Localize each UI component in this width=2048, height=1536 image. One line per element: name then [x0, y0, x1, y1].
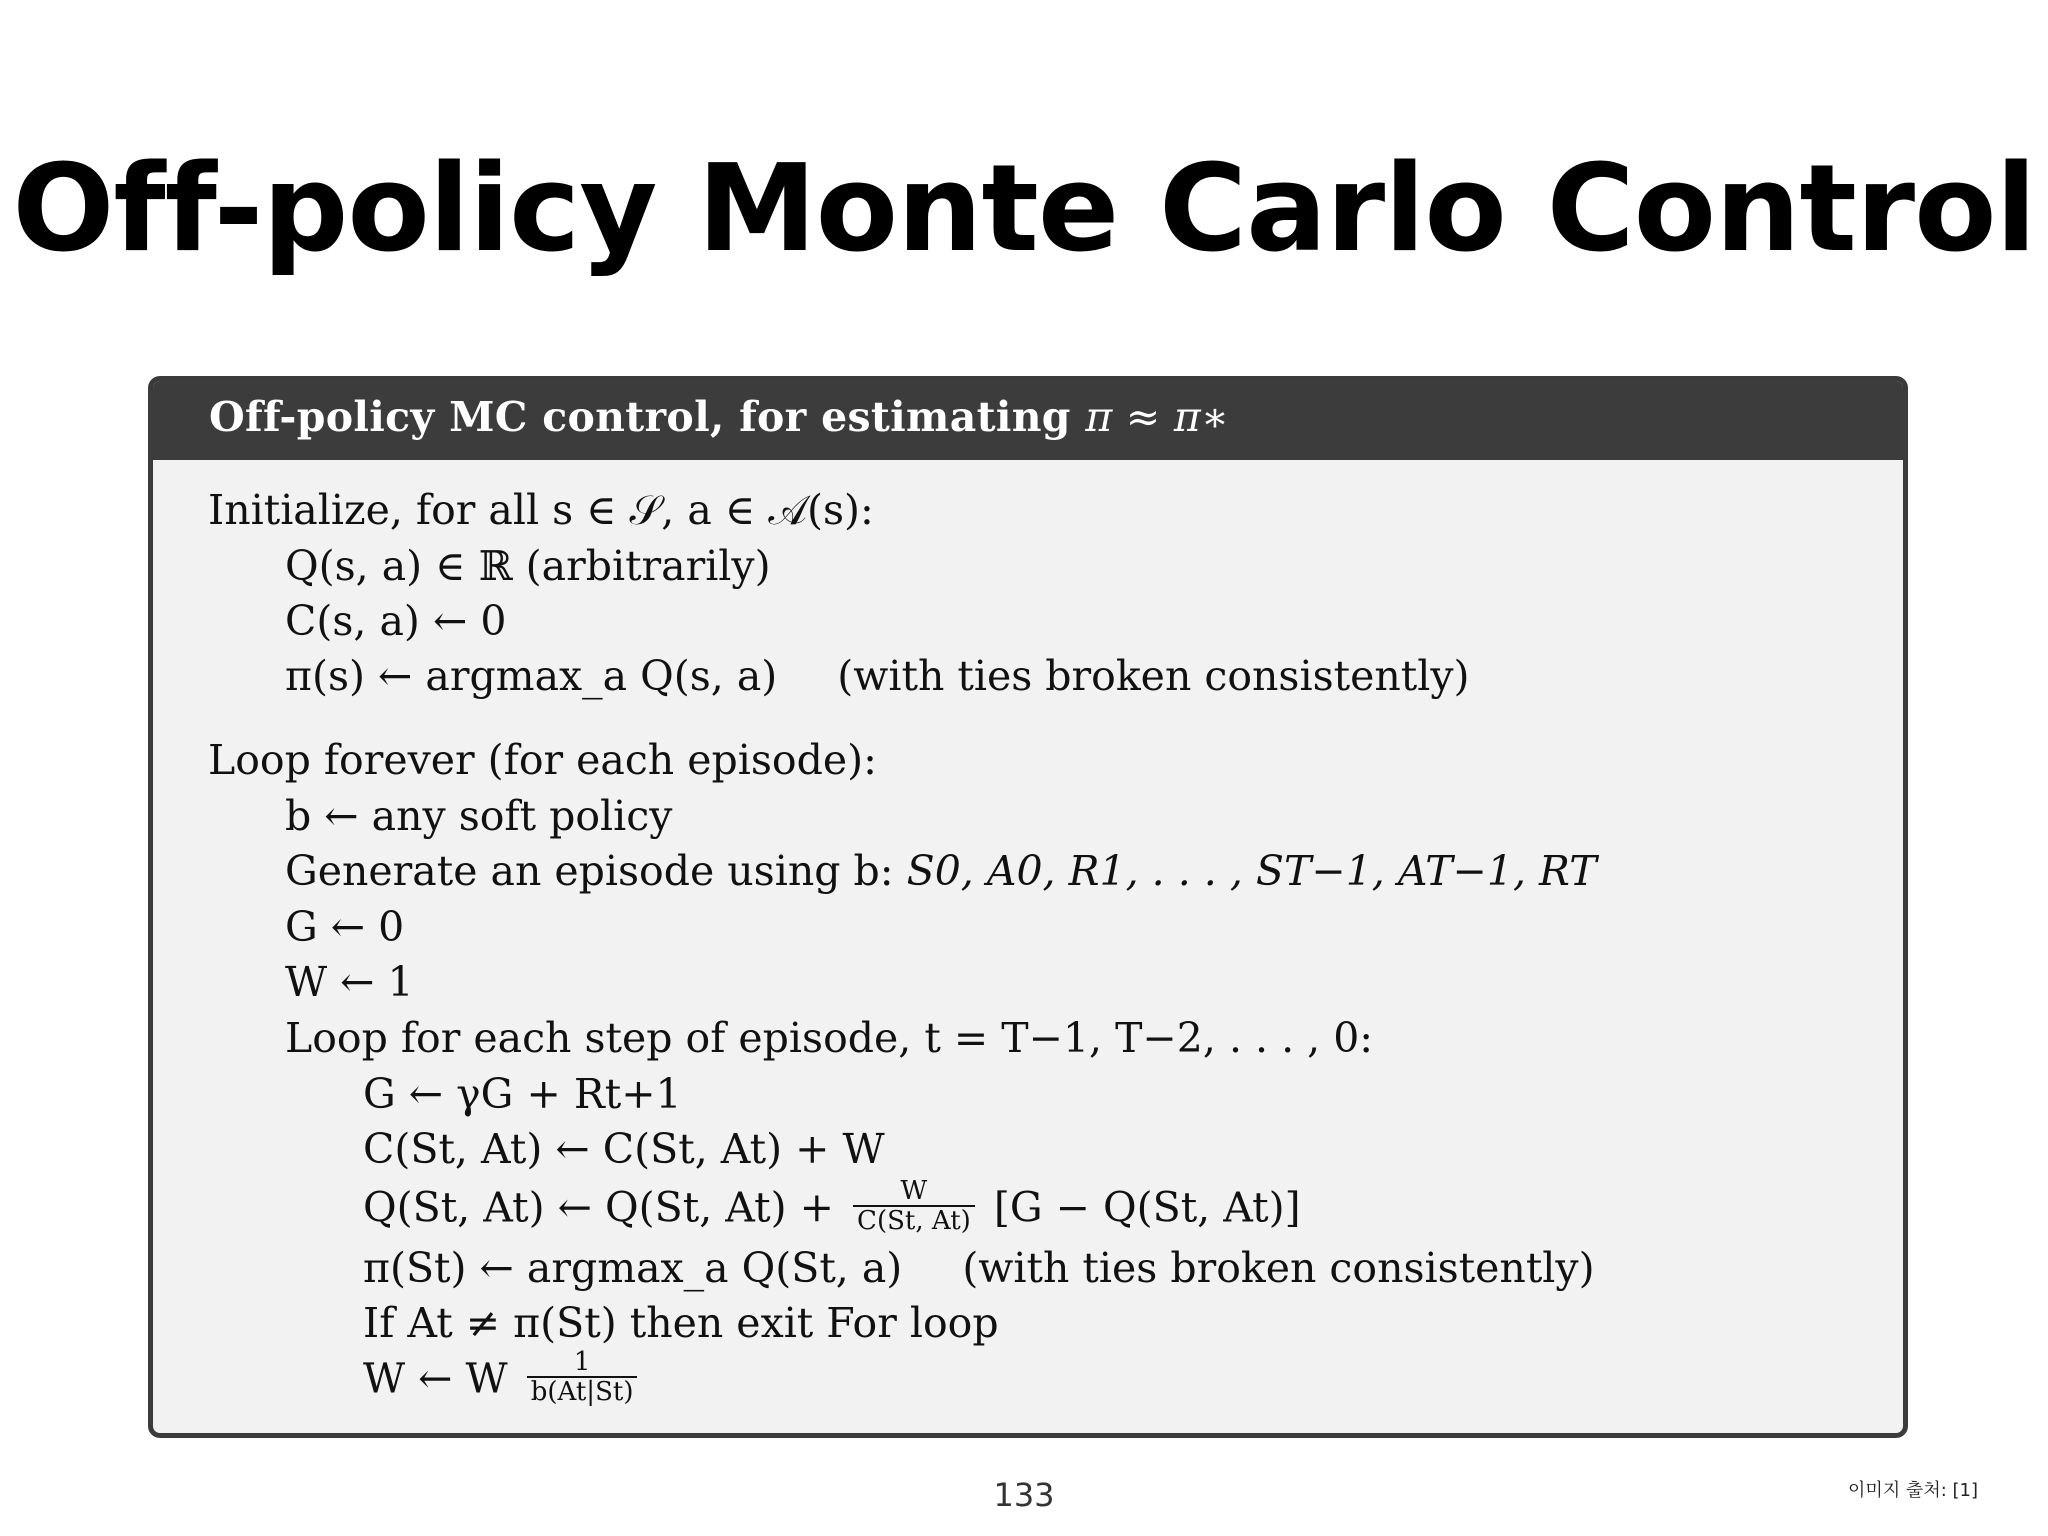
- line-initialize: [208, 486, 874, 534]
- w-update-fraction: [527, 1349, 638, 1407]
- line-pi-update: [363, 1244, 1595, 1292]
- q-update-fraction-denominator: C(St, At): [853, 1205, 975, 1235]
- line-pi-update-note: (with ties broken consistently): [962, 1244, 1595, 1292]
- w-update-fraction-denominator: b(At|St): [527, 1376, 638, 1406]
- line-generate-sequence: S0, A0, R1, . . . , ST−1, AT−1, RT: [906, 847, 1597, 895]
- line-w-one: [285, 958, 414, 1006]
- line-g-update: [363, 1070, 682, 1118]
- line-q-update-lhs: Q(St, At) ← Q(St, At) +: [363, 1183, 834, 1232]
- line-pi-init-note: (with ties broken consistently): [837, 652, 1470, 700]
- line-c-update-text: C(St, At) ← C(St, At) + W: [363, 1125, 885, 1173]
- line-initialize-text: Initialize, for all s ∈ 𝒮, a ∈ 𝒜(s):: [208, 486, 874, 534]
- line-g-zero: [285, 903, 405, 951]
- line-g-zero-text: G ← 0: [285, 903, 405, 951]
- line-q-update: [363, 1176, 1301, 1240]
- line-pi-update-math: π(St) ← argmax_a Q(St, a): [363, 1244, 903, 1292]
- line-w-update-lhs: W ← W: [363, 1354, 508, 1403]
- line-pi-init-math: π(s) ← argmax_a Q(s, a): [285, 652, 778, 700]
- line-q-update-rhs: [G − Q(St, At)]: [993, 1183, 1301, 1232]
- q-update-fraction: [853, 1178, 975, 1236]
- line-b-policy-text: b ← any soft policy: [285, 792, 673, 840]
- algorithm-header-text: Off-policy MC control, for estimating: [209, 393, 1086, 441]
- line-loop-forever-text: Loop forever (for each episode):: [208, 736, 877, 784]
- q-update-fraction-numerator: W: [900, 1176, 928, 1206]
- line-loop-forever: [208, 736, 877, 784]
- line-c-update: [363, 1125, 885, 1173]
- algorithm-header-math: π ≈ π∗: [1085, 393, 1230, 441]
- image-source-note: 이미지 출처: [1]: [1848, 1480, 1978, 1501]
- page-number: 133: [993, 1476, 1055, 1514]
- line-b-policy: [285, 792, 673, 840]
- line-if-exit: [363, 1299, 999, 1347]
- line-c-init-text: C(s, a) ← 0: [285, 597, 507, 645]
- line-loop-step: [285, 1014, 1374, 1062]
- line-pi-init: [285, 652, 1470, 700]
- line-c-init: [285, 597, 507, 645]
- slide-title: Off-policy Monte Carlo Control: [12, 140, 2036, 279]
- algorithm-header: [153, 381, 1903, 460]
- line-loop-step-text: Loop for each step of episode, t = T−1, T−2, . . . , 0:: [285, 1014, 1374, 1062]
- line-q-init: [285, 542, 771, 590]
- algorithm-box: [148, 376, 1908, 1438]
- line-w-one-text: W ← 1: [285, 958, 414, 1006]
- line-g-update-text: G ← γG + Rt+1: [363, 1070, 682, 1118]
- line-if-exit-text: If At ≠ π(St) then exit For loop: [363, 1299, 999, 1347]
- w-update-fraction-numerator: 1: [573, 1347, 591, 1377]
- line-generate-text: Generate an episode using b:: [285, 847, 894, 895]
- line-w-update: [363, 1347, 643, 1411]
- line-generate: [285, 847, 1597, 895]
- line-q-init-text: Q(s, a) ∈ ℝ (arbitrarily): [285, 542, 771, 590]
